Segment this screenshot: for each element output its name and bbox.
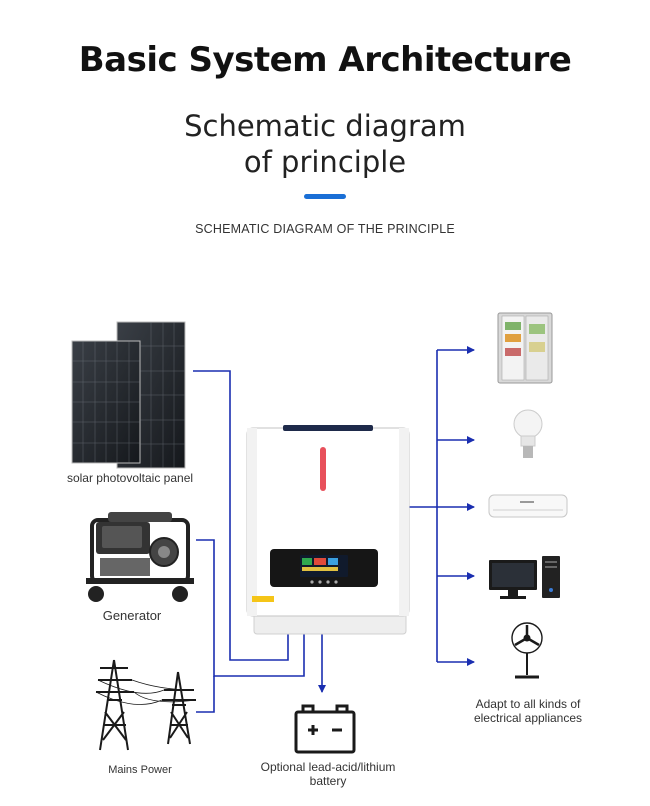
fan-icon (512, 623, 542, 677)
solar-label: solar photovoltaic panel (66, 471, 194, 485)
page-title: Basic System Architecture (78, 40, 572, 80)
mains-label: Mains Power (108, 764, 172, 776)
light-bulb-icon (514, 410, 542, 458)
appliances-label-line-1: Adapt to all kinds of (475, 697, 581, 711)
generator-label: Generator (102, 608, 162, 623)
subtitle-line-2: of principle (243, 145, 407, 179)
battery-label-line-2: battery (309, 774, 347, 788)
battery-label (238, 760, 418, 788)
air-conditioner-icon (489, 495, 567, 517)
subtitle-line-1: Schematic diagram (184, 109, 466, 143)
battery-label-line-1: Optional lead-acid/lithium (260, 760, 396, 774)
generator-icon (86, 512, 194, 602)
refrigerator-icon (498, 313, 552, 383)
solar-panel-icon (72, 322, 185, 468)
diagram-caption: SCHEMATIC DIAGRAM OF THE PRINCIPLE (195, 222, 455, 236)
mains-line (196, 676, 214, 712)
appliances-label (448, 697, 608, 725)
inverter-icon (247, 425, 409, 634)
computer-icon (489, 556, 560, 599)
power-tower-icon (96, 660, 196, 750)
battery-icon (296, 706, 354, 752)
appliances-label-line-2: electrical appliances (473, 711, 583, 725)
